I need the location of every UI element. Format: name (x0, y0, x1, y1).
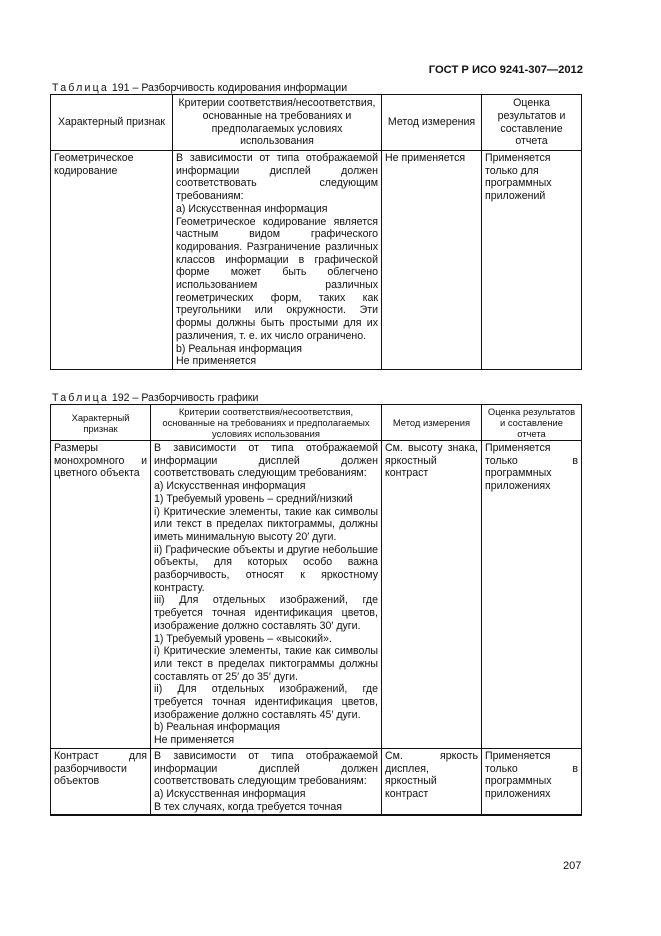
method-cell: См. яркость дисплея, яркостный контраст (382, 748, 482, 815)
assessment-cell: Применяется только в программных приложениях (482, 748, 582, 815)
criteria-cell (151, 441, 382, 749)
column-header: Метод измерения (382, 405, 482, 441)
column-header: Характерный признак (51, 95, 173, 151)
feature-cell: Геометрическое кодирование (51, 151, 173, 370)
feature-cell: Размеры монохромного и цветного объекта (51, 441, 151, 749)
criteria-line: В зависимости от типа отображаемой информации дисплей должен соответствовать следующим требованиям: (176, 152, 378, 203)
criteria-line: iii) Для отдельных изображений, где требуется точная идентификация цветов, изображение должно составлять 30′ дуги. (154, 594, 378, 632)
column-header: Критерии соответствия/несоответствия, основанные на требованиях и предполагаемых условиях использования (151, 405, 382, 441)
criteria-line: ii) Графические объекты и другие небольшие объекты, для которых особо важна разборчивость, относят к яркостному контрасту. (154, 543, 378, 594)
table-row (51, 441, 582, 749)
criteria-line: i) Критические элементы, такие как символы или текст в пределах пиктограммы должны составлять от 25′ до 35′ дуги. (154, 645, 378, 683)
feature-cell: Контраст для разборчивости объектов (51, 748, 151, 815)
document-id: ГОСТ Р ИСО 9241-307—2012 (428, 64, 583, 76)
criteria-line: В тех случаях, когда требуется точная (154, 800, 342, 813)
criteria-cell (173, 151, 382, 370)
criteria-line: i) Критические элементы, такие как символы или текст в пределах пиктограммы, должны иметь минимальную высоту 20′ дуги. (154, 505, 378, 543)
method-cell: См. высоту знака, яркостный контраст (382, 441, 482, 749)
table-192-caption (52, 392, 258, 404)
assessment-cell: Применяется только для программных приложений (482, 151, 582, 370)
table-191 (50, 94, 582, 370)
criteria-line: ii) Для отдельных изображений, где требуется точная идентификация цветов, изображение должно составлять 45′ дуги. (154, 683, 378, 721)
caption-text: 191 – Разборчивость кодирования информации (111, 82, 348, 94)
criteria-line: Не применяется (154, 734, 235, 747)
criteria-line: Не применяется (176, 355, 257, 368)
caption-word: Таблица (52, 392, 109, 404)
caption-word: Таблица (52, 82, 109, 94)
criteria-line: а) Искусственная информация (154, 480, 306, 493)
table-192 (50, 404, 582, 816)
method-cell: Не применяется (382, 151, 482, 370)
column-header: Критерии соответствия/несоответствия, основанные на требованиях и предполагаемых условиях использования (173, 95, 382, 151)
column-header: Оценка результатов и составление отчета (482, 95, 582, 151)
criteria-line: b) Реальная информация (154, 721, 281, 734)
criteria-line: а) Искусственная информация (176, 202, 328, 215)
criteria-line: b) Реальная информация (176, 342, 303, 355)
criteria-line: В зависимости от типа отображаемой информации дисплей должен соответствовать следующим требованиям: (154, 442, 378, 480)
column-header: Характерный признак (51, 405, 151, 441)
criteria-line: В зависимости от типа отображаемой информации дисплей должен соответствовать следующим требованиям: (154, 749, 378, 788)
criteria-line: Геометрическое кодирование является частным видом графического кодирования. Разграничение различных классов информации в графической форме может быть облегчено использованием различных геометрических форм, таких как треугольники или окружности. Эти формы должны быть простыми для их различения, т. е. их число ограничено. (176, 215, 378, 342)
assessment-cell: Применяется только в программных приложениях (482, 441, 582, 749)
criteria-line: а) Искусственная информация (154, 787, 306, 800)
column-header: Оценка результатов и составление отчета (482, 405, 582, 441)
table-191-caption (52, 82, 347, 94)
table-row (51, 748, 582, 815)
column-header: Метод измерения (382, 95, 482, 151)
caption-text: 192 – Разборчивость графики (111, 392, 259, 404)
criteria-line: 1) Требуемый уровень – средний/низкий (154, 492, 353, 505)
criteria-cell (151, 748, 382, 815)
page-number: 207 (563, 860, 582, 872)
table-row (51, 151, 582, 370)
criteria-line: 1) Требуемый уровень – «высокий». (154, 632, 332, 645)
